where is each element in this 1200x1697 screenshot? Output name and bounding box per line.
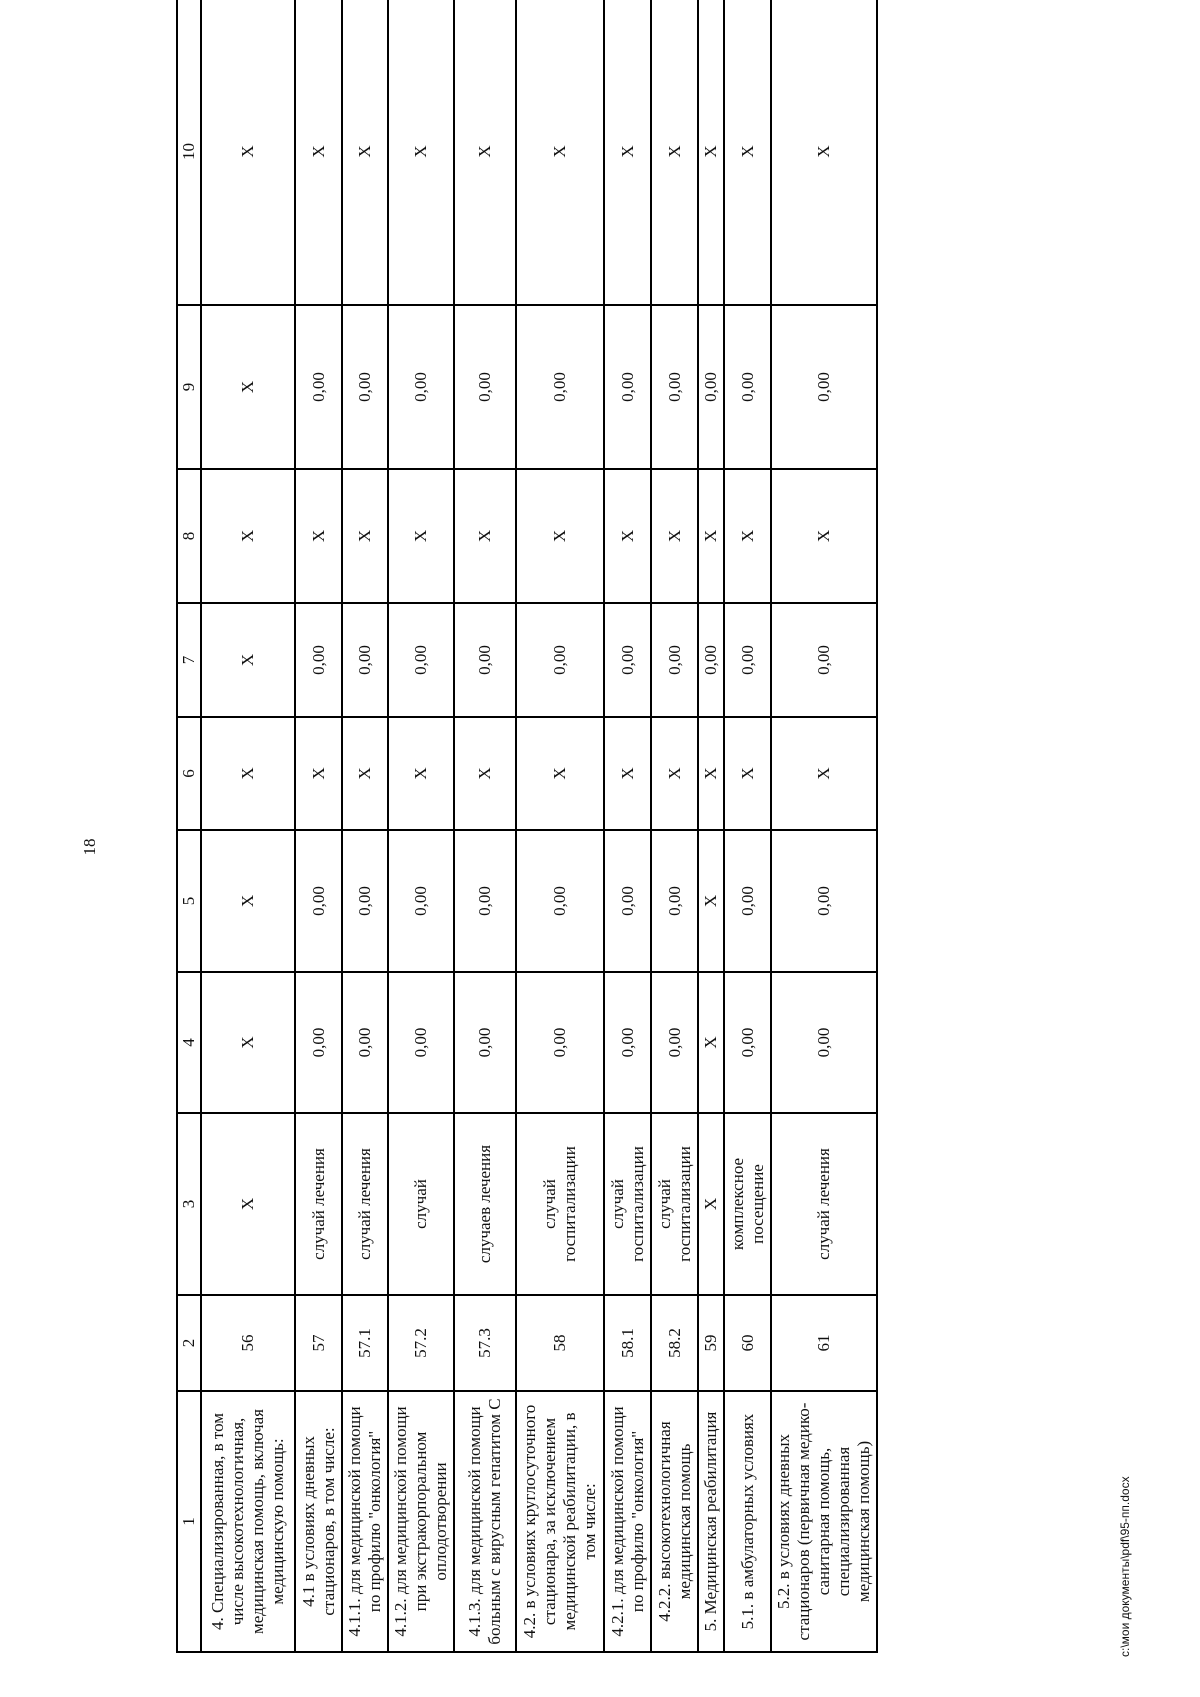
table-cell: 0,00: [342, 305, 388, 469]
column-header: 3: [177, 1113, 201, 1295]
table-cell: 58.1: [604, 1295, 651, 1391]
table-cell: 0,00: [604, 305, 651, 469]
table-cell: случай лечения: [771, 1113, 877, 1295]
table-cell: 0,00: [454, 972, 516, 1113]
table-row: [516, 0, 604, 1652]
column-header: 4: [177, 972, 201, 1113]
table-cell: 0,00: [295, 972, 342, 1113]
row-label-cell: 4.2.2. высокотехнологичная медицинская помощь: [651, 1391, 698, 1652]
table-cell: 59: [698, 1295, 724, 1391]
table-cell: 0,00: [342, 972, 388, 1113]
column-header: 6: [177, 717, 201, 830]
table-cell: случаев лечения: [454, 1113, 516, 1295]
table-cell: 0,00: [604, 830, 651, 972]
table-cell: X: [651, 717, 698, 830]
table-cell: X: [201, 830, 295, 972]
table-cell: 0,00: [342, 603, 388, 717]
row-label-cell: 4.2.1. для медицинской помощи по профилю "онкология": [604, 1391, 651, 1652]
table-cell: X: [201, 0, 295, 305]
table-cell: 0,00: [604, 972, 651, 1113]
table-cell: 57.3: [454, 1295, 516, 1391]
column-header: 5: [177, 830, 201, 972]
table-cell: случай лечения: [342, 1113, 388, 1295]
table-cell: 0,00: [516, 603, 604, 717]
table-row: [698, 0, 724, 1652]
table-cell: 0,00: [388, 603, 454, 717]
table-cell: X: [454, 0, 516, 305]
table-cell: X: [698, 830, 724, 972]
table-cell: 0,00: [516, 305, 604, 469]
table-cell: 0,00: [771, 305, 877, 469]
table-cell: комплексное посещение: [724, 1113, 771, 1295]
table-cell: X: [342, 469, 388, 603]
table-cell: случай госпитализации: [651, 1113, 698, 1295]
table-cell: X: [771, 717, 877, 830]
table-row: [295, 0, 342, 1652]
table-cell: X: [771, 469, 877, 603]
table-cell: X: [342, 0, 388, 305]
data-table: [176, 0, 878, 1653]
row-label-cell: 4.1.2. для медицинской помощи при экстракорпоральном оплодотворении: [388, 1391, 454, 1652]
table-cell: X: [724, 469, 771, 603]
table-cell: X: [604, 0, 651, 305]
table-cell: X: [651, 0, 698, 305]
table-cell: 0,00: [604, 603, 651, 717]
table-row: [454, 0, 516, 1652]
table-cell: случай лечения: [295, 1113, 342, 1295]
table-cell: X: [454, 717, 516, 830]
table-cell: 57: [295, 1295, 342, 1391]
table-cell: 0,00: [771, 830, 877, 972]
table-cell: X: [698, 1113, 724, 1295]
table-cell: X: [201, 1113, 295, 1295]
table-cell: X: [201, 717, 295, 830]
table-cell: случай госпитализации: [604, 1113, 651, 1295]
file-path-footer: c:\мои документы\pdf\95-пп.docx: [1118, 1476, 1132, 1657]
table-row: [724, 0, 771, 1652]
table-cell: X: [388, 0, 454, 305]
row-label-cell: 5.1. в амбулаторных условиях: [724, 1391, 771, 1652]
table-cell: 0,00: [651, 603, 698, 717]
table-cell: X: [454, 469, 516, 603]
row-label-cell: 5.2. в условиях дневных стационаров (первичная медико-санитарная помощь, специализированная медицинская помощь): [771, 1391, 877, 1652]
table-cell: 0,00: [454, 305, 516, 469]
table-cell: 58: [516, 1295, 604, 1391]
table-cell: 0,00: [454, 830, 516, 972]
table-cell: X: [342, 717, 388, 830]
table-cell: X: [698, 717, 724, 830]
column-header: 2: [177, 1295, 201, 1391]
table-cell: 61: [771, 1295, 877, 1391]
table-cell: X: [516, 469, 604, 603]
table-row: [388, 0, 454, 1652]
table-cell: X: [388, 717, 454, 830]
row-label-cell: 4. Специализированная, в том числе высокотехнологичная, медицинская помощь, включая медицинскую помощь:: [201, 1391, 295, 1652]
table-cell: 0,00: [771, 603, 877, 717]
table-cell: 56: [201, 1295, 295, 1391]
table-cell: 0,00: [388, 305, 454, 469]
table-cell: 0,00: [295, 830, 342, 972]
row-label-cell: 4.2. в условиях круглосуточного стационара, за исключением медицинской реабилитации, в том числе:: [516, 1391, 604, 1652]
table-cell: X: [698, 972, 724, 1113]
table-cell: 0,00: [516, 972, 604, 1113]
table-cell: 0,00: [295, 603, 342, 717]
table-row: [604, 0, 651, 1652]
table-cell: 0,00: [516, 830, 604, 972]
table-row: [651, 0, 698, 1652]
table-body: [201, 0, 877, 1652]
table-cell: X: [771, 0, 877, 305]
table-cell: 0,00: [724, 603, 771, 717]
table-cell: случай госпитализации: [516, 1113, 604, 1295]
table-row: [342, 0, 388, 1652]
table-cell: 0,00: [771, 972, 877, 1113]
table-cell: X: [201, 972, 295, 1113]
table-cell: X: [201, 603, 295, 717]
table-cell: X: [651, 469, 698, 603]
table-cell: 0,00: [651, 305, 698, 469]
table-cell: 0,00: [454, 603, 516, 717]
table-cell: 58.2: [651, 1295, 698, 1391]
page-number: 18: [80, 838, 99, 856]
table-cell: 0,00: [724, 830, 771, 972]
table-row: [201, 0, 295, 1652]
table-cell: 0,00: [388, 972, 454, 1113]
row-label-cell: 4.1.1. для медицинской помощи по профилю "онкология": [342, 1391, 388, 1652]
table-cell: 57.2: [388, 1295, 454, 1391]
table-cell: X: [295, 717, 342, 830]
table-cell: X: [295, 0, 342, 305]
table-cell: 0,00: [698, 305, 724, 469]
column-header: 7: [177, 603, 201, 717]
header-row: [177, 0, 201, 1652]
table-cell: 0,00: [651, 830, 698, 972]
column-header: 9: [177, 305, 201, 469]
table-cell: X: [698, 469, 724, 603]
table-cell: X: [604, 469, 651, 603]
column-header: 8: [177, 469, 201, 603]
table-cell: X: [604, 717, 651, 830]
row-label-cell: 4.1.3. для медицинской помощи больным с вирусным гепатитом С: [454, 1391, 516, 1652]
table-cell: X: [201, 305, 295, 469]
table-cell: X: [201, 469, 295, 603]
table-cell: 60: [724, 1295, 771, 1391]
row-label-cell: 4.1 в условиях дневных стационаров, в том числе:: [295, 1391, 342, 1652]
table-cell: X: [724, 717, 771, 830]
table-container: [176, 0, 878, 1653]
column-header: 1: [177, 1391, 201, 1652]
table-cell: X: [724, 0, 771, 305]
table-cell: 0,00: [724, 305, 771, 469]
table-cell: 0,00: [651, 972, 698, 1113]
row-label-cell: 5. Медицинская реабилитация: [698, 1391, 724, 1652]
table-cell: X: [516, 0, 604, 305]
table-cell: 0,00: [342, 830, 388, 972]
table-cell: X: [516, 717, 604, 830]
table-cell: X: [295, 469, 342, 603]
table-cell: 0,00: [295, 305, 342, 469]
table-cell: X: [698, 0, 724, 305]
column-header: 10: [177, 0, 201, 305]
table-row: [771, 0, 877, 1652]
table-cell: случай: [388, 1113, 454, 1295]
table-cell: 57.1: [342, 1295, 388, 1391]
table-cell: 0,00: [698, 603, 724, 717]
table-cell: 0,00: [388, 830, 454, 972]
table-cell: X: [388, 469, 454, 603]
table-cell: 0,00: [724, 972, 771, 1113]
